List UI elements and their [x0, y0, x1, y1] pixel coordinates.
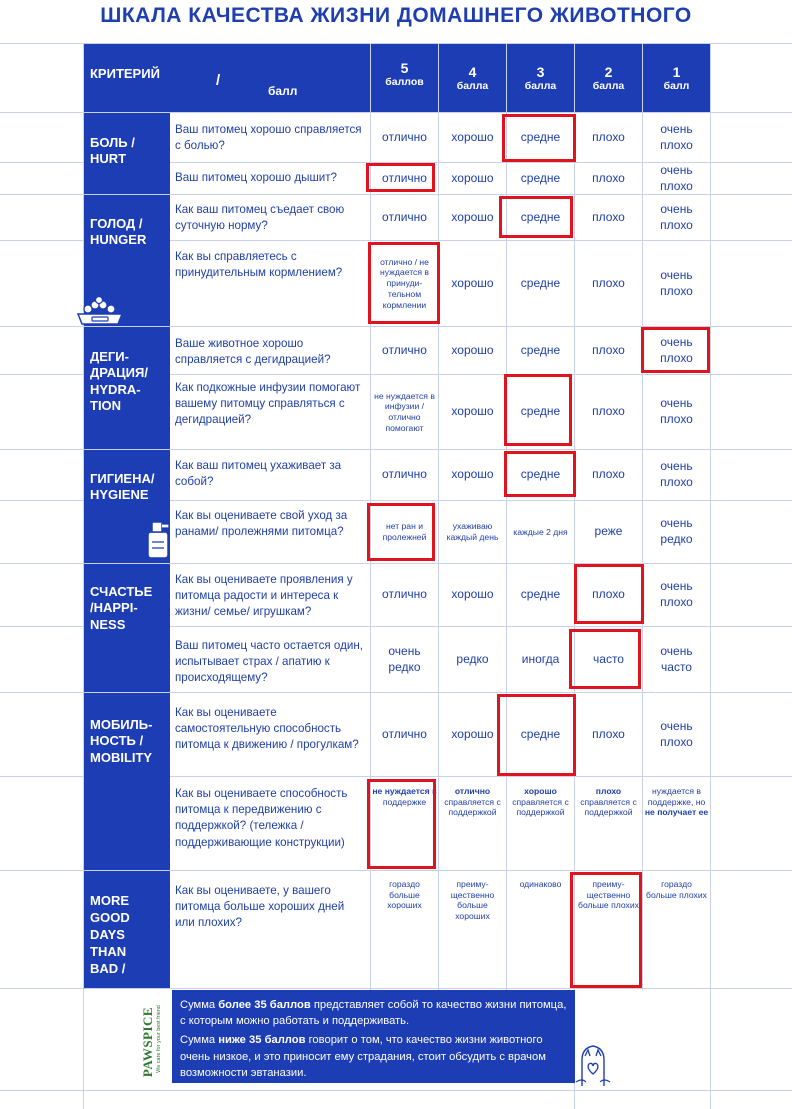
question-hydration-1: Ваше животное хорошо справляется с дегидрацией? [175, 337, 331, 367]
header-col-1: 1 балл [663, 64, 690, 92]
answer-pain1-5: отлично [382, 129, 427, 144]
header-col-4: 4 балла [456, 64, 489, 92]
answer-pain1-4: хорошо [451, 129, 494, 144]
answer-mobility1-3: средне [520, 726, 561, 741]
answer-gooddays-5: гораздо больше хороших [387, 879, 422, 911]
answer-pain2-5: отлично [382, 170, 427, 185]
question-pain-1: Ваш питомец хорошо справляется с болью? [175, 123, 362, 153]
answer-mobility1-5: отлично [382, 726, 427, 741]
answer-mobility2-1: нуждается в поддержке, но не получает ее [644, 786, 709, 818]
answer-pain1-3: средне [520, 129, 561, 144]
answer-pain1-1: очень плохо [660, 121, 693, 152]
page-title: ШКАЛА КАЧЕСТВА ЖИЗНИ ДОМАШНЕГО ЖИВОТНОГО [100, 4, 692, 27]
score-note [172, 990, 575, 1083]
answer-pain2-2: плохо [592, 170, 625, 185]
highlight-box [504, 451, 576, 497]
answer-hunger2-3: средне [520, 275, 561, 290]
spray-bottle-icon [142, 514, 172, 560]
answer-hydration1-1: очень плохо [660, 334, 693, 365]
pawspice-logo: PAWSPICE We care for your best friend [140, 1005, 162, 1078]
category-happiness: СЧАСТЬЕ /HAPPI-NESS [90, 584, 153, 632]
question-hygiene-2: Как вы оцениваете свой уход за ранами/ пролежнями питомца? [175, 509, 348, 539]
highlight-box [502, 114, 576, 162]
note-paragraph-1: Сумма более 35 баллов представляет собой то качество жизни питомца, с которым можно работать и поддерживать. [180, 999, 567, 1028]
highlight-box [497, 694, 576, 776]
answer-happiness1-3: средне [520, 587, 561, 602]
header-slash: / [216, 72, 221, 89]
answer-mobility2-3: хорошо справляется с поддержкой [512, 786, 569, 818]
answer-mobility1-2: плохо [592, 726, 625, 741]
answer-happiness2-4: редко [456, 651, 489, 666]
header-criterion: КРИТЕРИЙ [90, 66, 160, 81]
question-hunger-1: Как ваш питомец съедает свою суточную норму? [175, 203, 345, 233]
question-mobility-1: Как вы оцениваете самостоятельную способность питомца к движению / прогулкам? [175, 706, 359, 752]
answer-hunger1-4: хорошо [451, 209, 494, 224]
answer-hydration1-2: плохо [592, 342, 625, 357]
answer-happiness1-4: хорошо [451, 587, 494, 602]
header-col-3: 3 балла [524, 64, 557, 92]
answer-hydration1-3: средне [520, 342, 561, 357]
answer-hydration2-3: средне [520, 404, 561, 419]
answer-hygiene2-1: очень редко [660, 516, 693, 546]
answer-hygiene2-2: реже [594, 524, 623, 539]
answer-hydration1-5: отлично [382, 342, 427, 357]
note-paragraph-2: Сумма ниже 35 баллов говорит о том, что качество жизни животного очень низкое, и это приносит ему страдания, стоит обсудить с врачом возможности эвтаназии. [180, 1034, 546, 1079]
food-bowl-icon [74, 294, 126, 326]
answer-hygiene1-5: отлично [382, 467, 427, 482]
answer-pain2-1: очень плохо [660, 162, 693, 193]
category-hydration: ДЕГИ-ДРАЦИЯ/ HYDRA-TION [90, 349, 148, 413]
answer-pain2-3: средне [520, 170, 561, 185]
answer-hunger2-2: плохо [592, 275, 625, 290]
answer-hydration1-4: хорошо [451, 342, 494, 357]
answer-hygiene1-4: хорошо [451, 467, 494, 482]
highlight-box [574, 564, 644, 624]
answer-gooddays-2: преиму-щественно больше плохих [578, 879, 639, 911]
answer-happiness2-2: часто [593, 651, 624, 666]
question-hunger-2: Как вы справляетесь с принудительным кормлением? [175, 250, 343, 280]
answer-happiness1-2: плохо [592, 587, 625, 602]
answer-hygiene2-5: нет ран и пролежней [382, 521, 427, 542]
answer-pain1-2: плохо [592, 129, 625, 144]
answer-hunger1-3: средне [520, 209, 561, 224]
highlight-box [366, 163, 435, 192]
answer-hydration2-1: очень плохо [660, 396, 693, 426]
answer-mobility2-5: не нуждается в поддержке [372, 786, 437, 807]
question-pain-2: Ваш питомец хорошо дышит? [175, 171, 337, 184]
answer-hunger2-4: хорошо [451, 275, 494, 290]
highlight-box [368, 242, 440, 324]
answer-hydration2-5: не нуждается в инфузии / отлично помогают [374, 390, 435, 433]
answer-hunger2-5: отлично / не нуждается в принуди-тельном кормлении [380, 256, 429, 310]
highlight-box [504, 374, 572, 446]
highlight-box [570, 872, 642, 988]
answer-pain2-4: хорошо [451, 170, 494, 185]
answer-hydration2-2: плохо [592, 404, 625, 419]
category-mobility: МОБИЛЬ-НОСТЬ / MOBILITY [90, 717, 153, 765]
answer-happiness2-3: иногда [521, 651, 560, 666]
answer-gooddays-3: одинаково [519, 879, 562, 889]
category-good-days: MORE GOOD DAYS THAN BAD / [90, 893, 130, 976]
answer-hygiene2-4: ухаживаю каждый день [446, 521, 499, 542]
question-hygiene-1: Как ваш питомец ухаживает за собой? [175, 459, 342, 489]
answer-hygiene2-3: каждые 2 дня [513, 526, 568, 537]
answer-mobility1-4: хорошо [451, 726, 494, 741]
highlight-box [367, 779, 436, 869]
highlight-box [499, 196, 573, 238]
answer-hunger1-1: очень плохо [660, 201, 693, 232]
header-score: балл [268, 84, 298, 98]
answer-hunger1-5: отлично [382, 209, 427, 224]
answer-mobility2-2: плохо справляется с поддержкой [580, 786, 637, 818]
highlight-box [569, 629, 641, 689]
answer-happiness1-1: очень плохо [660, 579, 693, 609]
answer-happiness2-1: очень часто [660, 643, 693, 674]
answer-hygiene1-2: плохо [592, 467, 625, 482]
pet-heart-icon [574, 1042, 612, 1088]
question-happiness-1: Как вы оцениваете проявления у питомца радости и интереса к жизни/ семье/ игрушкам? [175, 573, 353, 619]
answer-happiness1-5: отлично [382, 587, 427, 602]
answer-gooddays-4: преиму-щественно больше хороших [450, 879, 495, 922]
question-hydration-2: Как подкожные инфузии помогают вашему питомцу справляться с дегидрацией? [175, 381, 361, 427]
highlight-box [367, 503, 435, 561]
answer-hygiene1-1: очень плохо [660, 459, 693, 489]
category-hunger: ГОЛОД / HUNGER [90, 216, 147, 248]
answer-hunger1-2: плохо [592, 209, 625, 224]
question-happiness-2: Ваш питомец часто остается один, испытывает страх / апатию к происходящему? [175, 639, 363, 685]
category-hygiene: ГИГИЕНА/ HYGIENE [90, 471, 155, 503]
question-good-days: Как вы оцениваете, у вашего питомца больше хороших дней или плохих? [175, 884, 345, 930]
answer-hydration2-4: хорошо [451, 404, 494, 419]
answer-mobility2-4: отлично справляется с поддержкой [444, 786, 501, 818]
answer-gooddays-1: гораздо больше плохих [646, 879, 707, 900]
question-mobility-2: Как вы оцениваете способность питомца к передвижению с поддержкой? (тележка / поддерживающие конструкции) [175, 787, 348, 849]
header-col-5: 5 баллов [385, 60, 424, 88]
answer-happiness2-5: очень редко [388, 643, 421, 674]
header-col-2: 2 балла [592, 64, 625, 92]
answer-hunger2-1: очень плохо [660, 267, 693, 298]
highlight-box [641, 327, 710, 373]
category-pain: БОЛЬ / HURT [90, 135, 135, 167]
answer-mobility1-1: очень плохо [660, 718, 693, 749]
answer-hygiene1-3: средне [520, 467, 561, 482]
